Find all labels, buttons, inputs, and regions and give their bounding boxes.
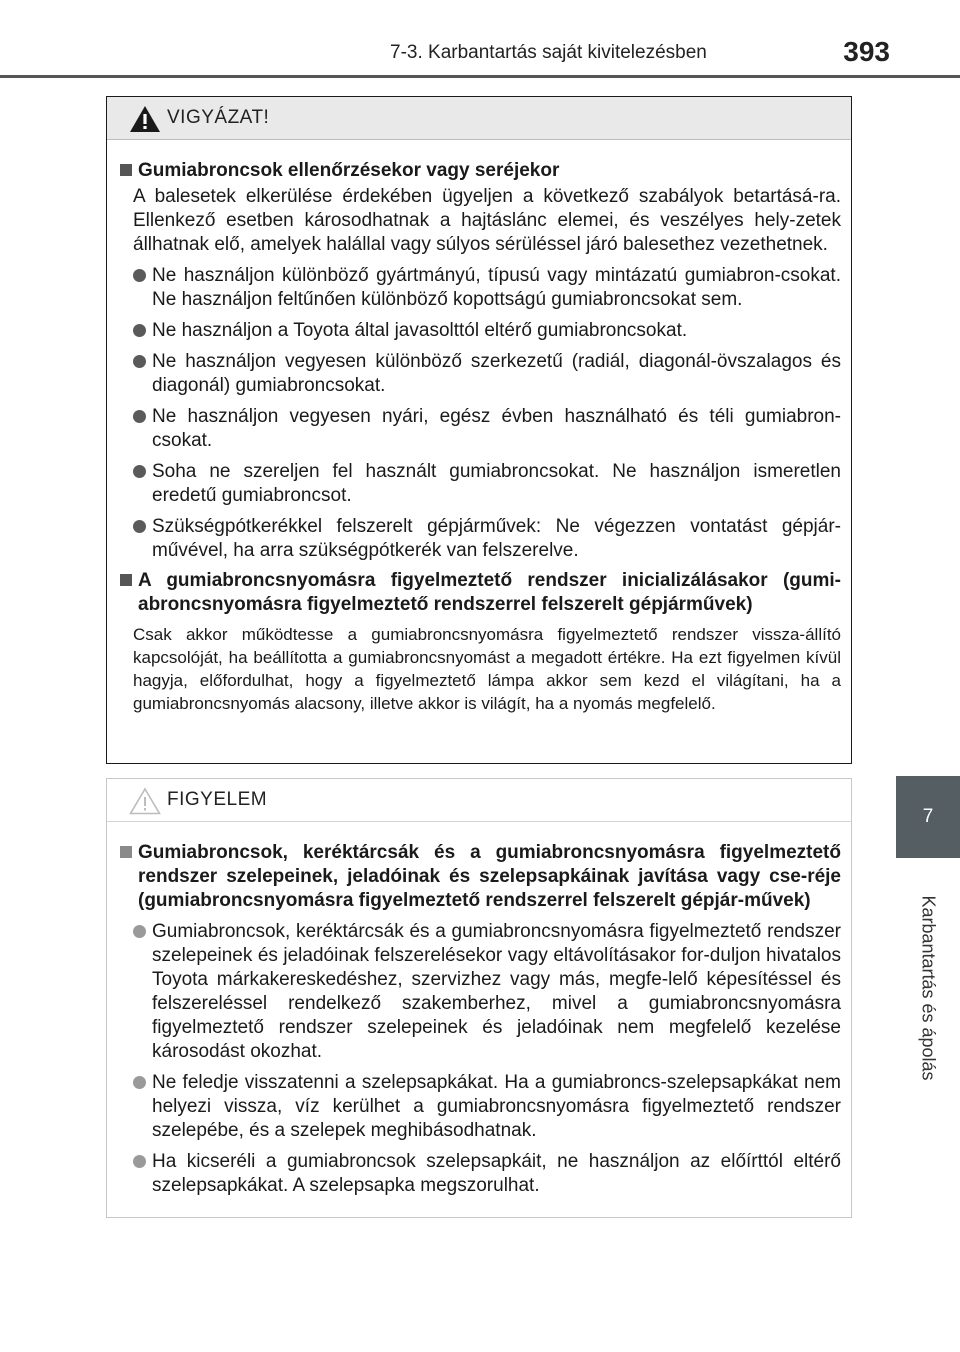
section-text: Csak akkor működtesse a gumiabroncsnyomásra figyelmeztető rendszer vissza-állító kapcsolóját, ha beállította a gumiabroncsnyomást a megadott értékre. Ha ezt figyelmen kívül hagyja, előfordulhat, hogy a figyelmeztető lámpa akkor sem kezd el világítani, ha a gumiabroncsnyomás alacsony, illetve akkor is világít, ha a nyomás megfelelő. [133,625,841,713]
notice-header [107,779,851,822]
round-bullet-icon [133,269,146,282]
warning-header [107,97,851,140]
list-item: Soha ne szereljen fel használt gumiabroncsokat. Ne használjon ismeretlen eredetű gumiabroncsot. [133,460,841,508]
round-bullet-icon [133,410,146,423]
round-bullet-icon [133,1076,146,1089]
section-text: A balesetek elkerülése érdekében ügyeljen a következő szabályok betartásá-ra. Ellenkező esetben károsodhatnak a hajtáslánc elemei, és veszélyes hely-zetek állhatnak elő, amelyek halállal vagy súlyos sérüléssel járó balesethez vezethetnek. [133,186,841,255]
list-item: Ne használjon a Toyota által javasolttól eltérő gumiabroncsokat. [133,319,841,343]
square-bullet-icon [120,574,132,586]
round-bullet-icon [133,520,146,533]
page-number: 393 [843,36,890,67]
list-item: Ne használjon vegyesen nyári, egész évben használható és téli gumiabron-csokat. [133,405,841,453]
chapter-tab[interactable]: 7 [896,776,960,858]
section-heading: A gumiabroncsnyomásra figyelmeztető rendszer inicializálásakor (gumi-abroncsnyomásra figyelmeztető rendszerrel felszerelt gépjárművek) [120,569,841,617]
section-heading: Gumiabroncsok, keréktárcsák és a gumiabroncsnyomásra figyelmeztető rendszer szelepeinek, jeladóinak és szelepsapkáinak javítása vagy cse-réje (gumiabroncsnyomásra figyelmeztető rendszerrel felszerelt gépjár-művek) [120,841,841,913]
round-bullet-icon [133,1155,146,1168]
warning-box [106,96,852,764]
list-item: Szükségpótkerékkel felszerelt gépjárművek: Ne végezzen vontatást gépjár-művével, ha arra szükségpótkerék van felszerelve. [133,515,841,563]
section-heading: Gumiabroncsok ellenőrzésekor vagy seréjekor [120,159,841,183]
warning-icon [129,105,161,133]
round-bullet-icon [133,925,146,938]
warning-content [107,140,851,715]
warning-title: VIGYÁZAT! [167,107,270,128]
chapter-label: Karbantartás és ápolás [918,895,939,1081]
header-title: 7-3. Karbantartás saját kivitelezésben [390,42,707,63]
header-rule [0,75,960,78]
list-item: Ne feledje visszatenni a szelepsapkákat. Ha a gumiabroncs-szelepsapkákat nem helyezi vissza, víz kerülhet a gumiabroncsnyomásra figyelmeztető rendszer szelepébe, és a szelepek meghibásodhatnak. [133,1071,841,1143]
round-bullet-icon [133,465,146,478]
notice-content [107,822,851,1198]
list-item: Ha kicseréli a gumiabroncsok szelepsapkáit, ne használjon az előírttól eltérő szelepsapkákat. A szelepsapka megszorulhat. [133,1150,841,1198]
list-item: Ne használjon vegyesen különböző szerkezetű (radiál, diagonál-övszalagos és diagonál) gumiabroncsokat. [133,350,841,398]
notice-box [106,778,852,1218]
round-bullet-icon [133,355,146,368]
caution-outline-icon [129,787,161,815]
square-bullet-icon [120,846,132,858]
square-bullet-icon [120,164,132,176]
list-item: Ne használjon különböző gyártmányú, típusú vagy mintázatú gumiabron-csokat. Ne használjon feltűnően különböző kopottságú gumiabroncsokat sem. [133,264,841,312]
round-bullet-icon [133,324,146,337]
notice-title: FIGYELEM [167,789,268,810]
list-item: Gumiabroncsok, keréktárcsák és a gumiabroncsnyomásra figyelmeztető rendszer szelepeinek és jeladóinak felszerelésekor vagy eltávolításakor for-duljon hivatalos Toyota márkakereskedéshez, szervizhez vagy más, megfe-lelő képesítéssel és felszereléssel rendelkező szakemberhez, mivel a gumiabroncsnyomásra figyelmeztető rendszer szelepeinek és jeladóinak nem megfelelő kezelése károsodást okozhat. [133,920,841,1064]
